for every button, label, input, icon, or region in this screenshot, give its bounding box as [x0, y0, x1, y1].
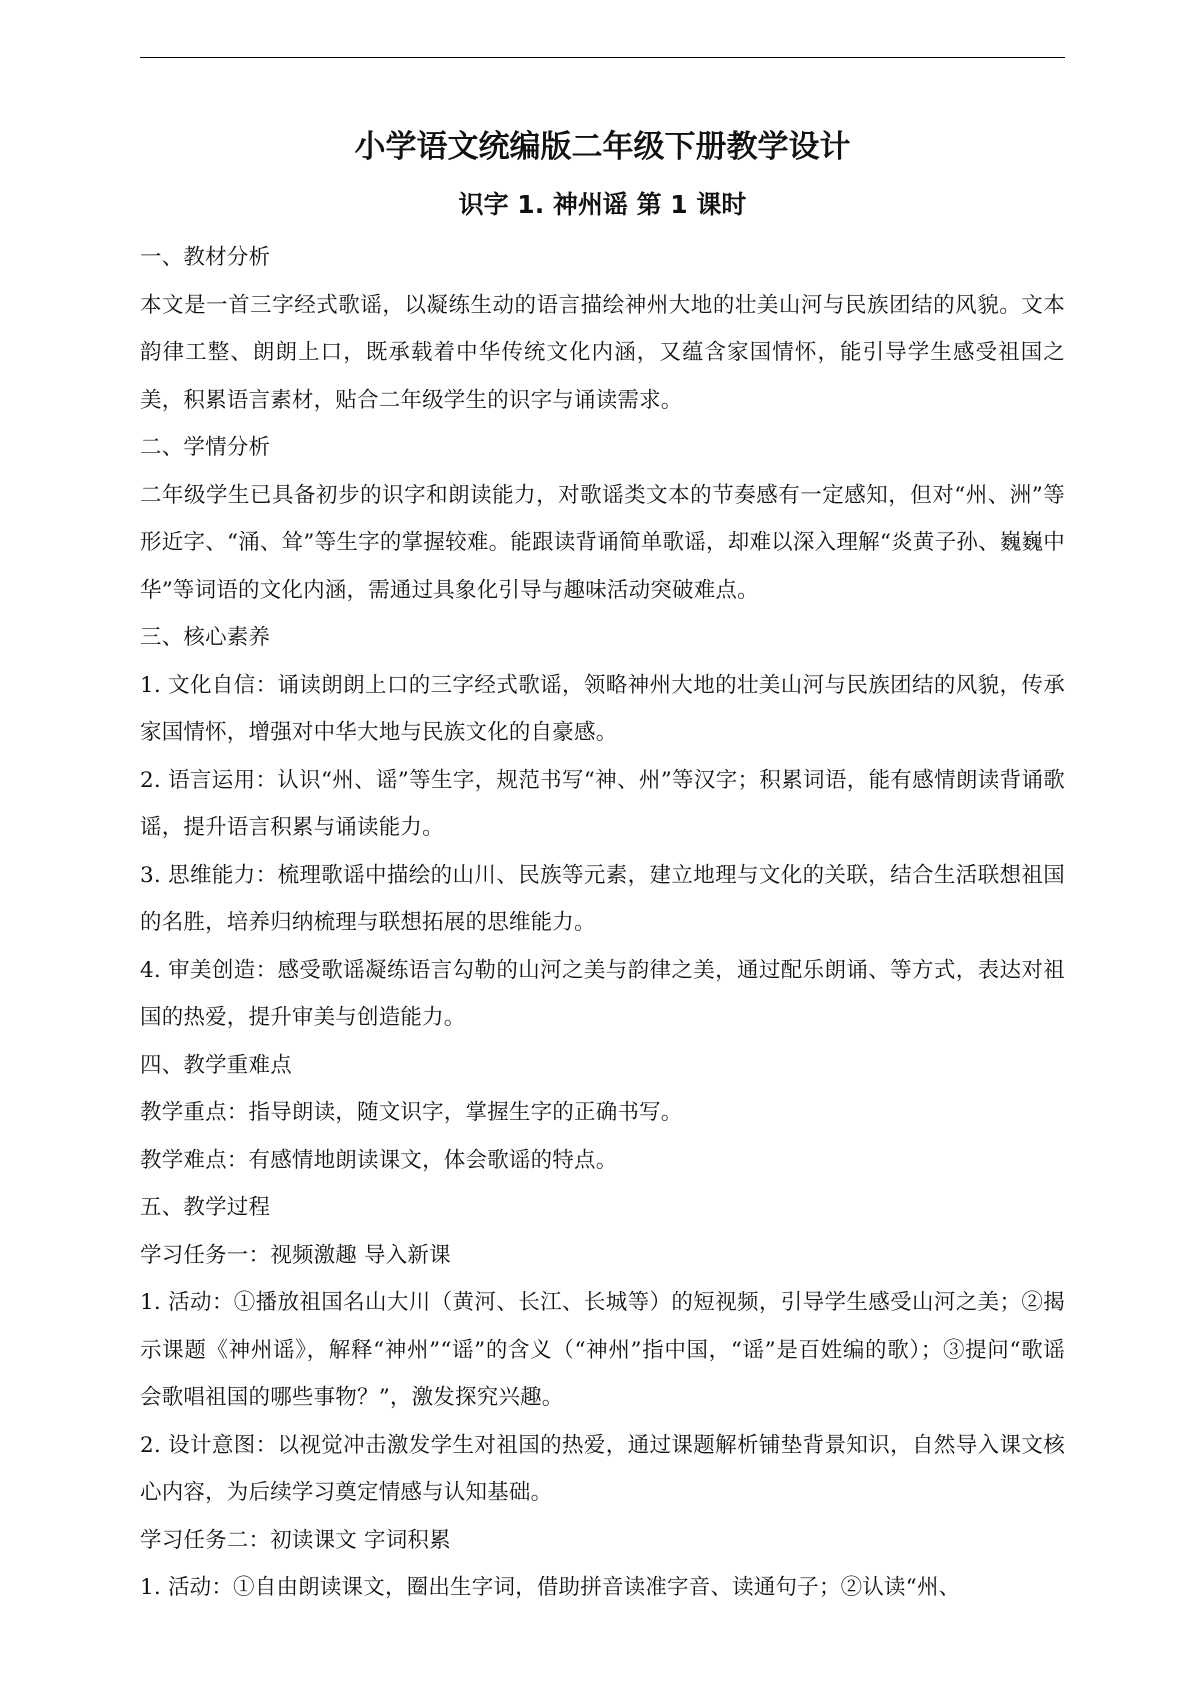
paragraph: 二年级学生已具备初步的识字和朗读能力，对歌谣类文本的节奏感有一定感知，但对“州、洲”等形近字、“涌、耸”等生字的掌握较难。能跟读背诵简单歌谣，却难以深入理解“炎黄子孙、巍巍中华”等词语的文化内涵，需通过具象化引导与趣味活动突破难点。	[140, 482, 1065, 603]
list-item: 2. 语言运用：认识“州、谣”等生字，规范书写“神、州”等汉字；积累词语，能有感情朗读背诵歌谣，提升语言积累与诵读能力。	[140, 767, 1065, 840]
paragraph: 教学难点：有感情地朗读课文，体会歌谣的特点。	[140, 1147, 618, 1173]
section-heading-core-literacy: 三、核心素养	[140, 625, 271, 650]
document-title: 小学语文统编版二年级下册教学设计	[354, 129, 851, 165]
task-heading: 学习任务二：初读课文 字词积累	[140, 1527, 451, 1553]
list-item: 3. 思维能力：梳理歌谣中描绘的山川、民族等元素，建立地理与文化的关联，结合生活联想祖国的名胜，培养归纳梳理与联想拓展的思维能力。	[140, 862, 1065, 935]
header-rule	[140, 57, 1065, 58]
paragraph: 教学重点：指导朗读，随文识字，掌握生字的正确书写。	[140, 1100, 683, 1125]
lesson-subtitle: 识字 1. 神州谣 第 1 课时	[458, 190, 747, 219]
task-heading: 学习任务一：视频激趣 导入新课	[140, 1242, 451, 1268]
document-body	[140, 118, 1065, 1612]
section-heading-teaching-process: 五、教学过程	[140, 1195, 271, 1220]
list-item: 4. 审美创造：感受歌谣凝练语言勾勒的山河之美与韵律之美，通过配乐朗诵、等方式，表达对祖国的热爱，提升审美与创造能力。	[140, 957, 1065, 1030]
paragraph: 本文是一首三字经式歌谣，以凝练生动的语言描绘神州大地的壮美山河与民族团结的风貌。文本韵律工整、朗朗上口，既承载着中华传统文化内涵，又蕴含家国情怀，能引导学生感受祖国之美，积累语言素材，贴合二年级学生的识字与诵读需求。	[140, 292, 1065, 413]
section-heading-student-analysis: 二、学情分析	[140, 435, 271, 460]
section-heading-key-points: 四、教学重难点	[140, 1052, 292, 1078]
list-item: 1. 活动：①播放祖国名山大川（黄河、长江、长城等）的短视频，引导学生感受山河之美；②揭示课题《神州谣》，解释“神州”“谣”的含义（“神州”指中国，“谣”是百姓编的歌）；③提问“歌谣会歌唱祖国的哪些事物？”，激发探究兴趣。	[140, 1290, 1065, 1410]
list-item: 2. 设计意图：以视觉冲击激发学生对祖国的热爱，通过课题解析铺垫背景知识，自然导入课文核心内容，为后续学习奠定情感与认知基础。	[140, 1432, 1065, 1505]
list-item: 1. 活动：①自由朗读课文，圈出生字词，借助拼音读准字音、读通句子；②认读“州、	[140, 1575, 961, 1600]
list-item: 1. 文化自信：诵读朗朗上口的三字经式歌谣，领略神州大地的壮美山河与民族团结的风貌，传承家国情怀，增强对中华大地与民族文化的自豪感。	[140, 672, 1065, 745]
section-heading-textbook-analysis: 一、教材分析	[140, 245, 271, 270]
